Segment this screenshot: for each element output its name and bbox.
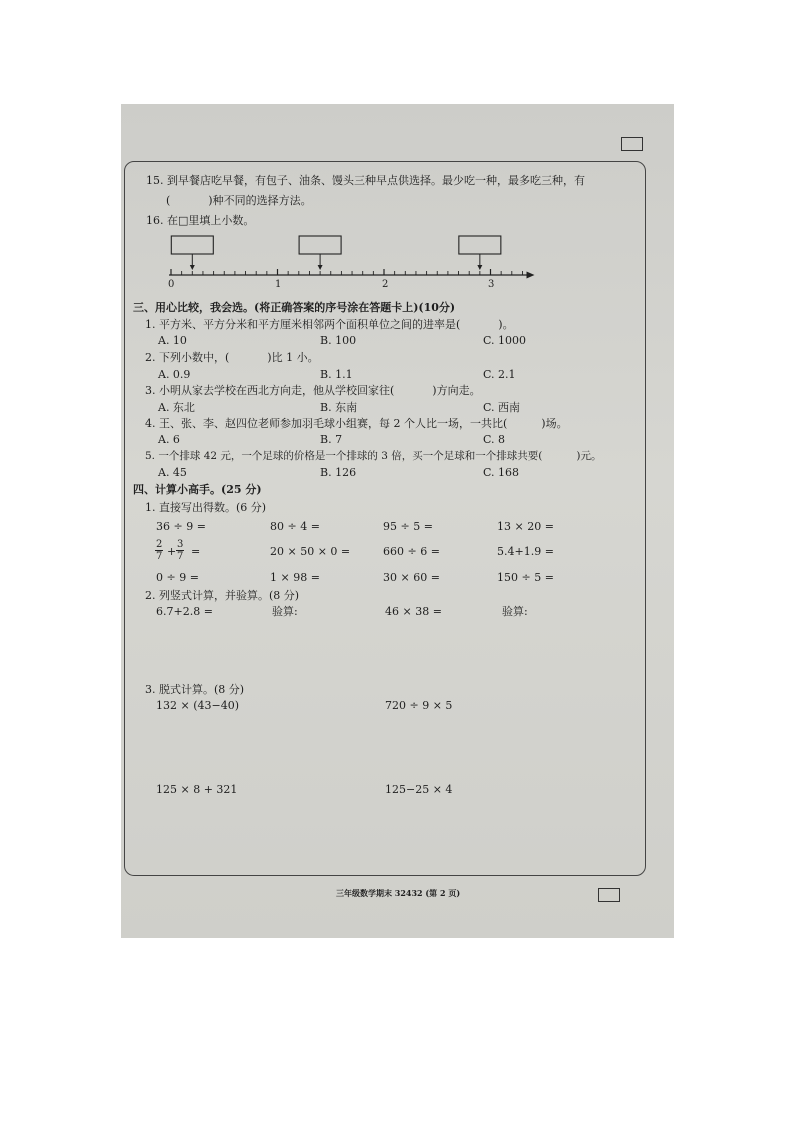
pointer-arrowhead-1 (190, 265, 195, 270)
answer-box-2 (299, 236, 341, 254)
fraction-2-7 (155, 539, 163, 562)
q15-line1: 15. 到早餐店吃早餐，有包子、油条、馒头三种早点供选择。最少吃一种，最多吃三种，有 (146, 174, 585, 187)
fraction-equals: = (191, 545, 201, 558)
s3-q3-stem-a: 3. 小明从家去学校在西北方向走，他从学校回家往( (145, 384, 395, 397)
s3-q5-option-a: A. 45 (158, 466, 187, 479)
q16-prompt: 16. 在□里填上小数。 (146, 214, 255, 227)
tick-label-1: 1 (275, 279, 282, 290)
s3-q3-option-a: A. 东北 (158, 401, 195, 414)
vertical-calc-46-times-38: 46 × 38 = (385, 605, 442, 618)
calc-95-div-5: 95 ÷ 5 = (383, 520, 433, 533)
s3-q2-option-a: A. 0.9 (158, 368, 191, 381)
s3-q1-stem-b: )。 (498, 318, 514, 331)
calc-20-times-50-times-0: 20 × 50 × 0 = (270, 545, 351, 558)
s3-q2-stem-b: )比 1 小。 (267, 351, 319, 364)
section4-heading: 四、计算小高手。(25 分) (133, 483, 262, 496)
s3-q4-option-a: A. 6 (158, 433, 180, 446)
q15-line2-rest: )种不同的选择方法。 (208, 194, 312, 207)
answer-box-3 (459, 236, 501, 254)
s3-q3-option-c: C. 西南 (483, 401, 521, 414)
calc-80-div-4: 80 ÷ 4 = (270, 520, 320, 533)
tick-label-3: 3 (488, 279, 495, 290)
s3-q1-option-c: C. 1000 (483, 334, 527, 347)
calc-0-div-9: 0 ÷ 9 = (156, 571, 199, 584)
number-line-svg (165, 224, 535, 284)
tick-label-2: 2 (382, 279, 389, 290)
s3-q4-option-c: C. 8 (483, 433, 506, 446)
s3-q5-option-b: B. 126 (320, 466, 357, 479)
s3-q1-option-a: A. 10 (158, 334, 187, 347)
s3-q5-stem-a: 5. 一个排球 42 元，一个足球的价格是一个排球的 3 倍，买一个足球和一个排球共要( (145, 450, 543, 462)
calc-1-times-98: 1 × 98 = (270, 571, 320, 584)
q15-paren-open: ( (166, 194, 171, 207)
s3-q2-stem (145, 351, 319, 364)
fraction-3-7 (176, 539, 184, 562)
fraction-2-7-denominator: 7 (156, 551, 163, 562)
section3-heading: 三、用心比较，我会选。(将正确答案的序号涂在答题卡上)(10分) (133, 301, 456, 314)
bottom-right-box (598, 888, 620, 902)
s3-q3-option-b: B. 东南 (320, 401, 358, 414)
stepwise-125-times-8-plus-321: 125 × 8 + 321 (156, 783, 238, 796)
s3-q3-stem (145, 384, 481, 397)
tick-label-0: 0 (168, 279, 175, 290)
s3-q1-stem-a: 1. 平方米、平方分米和平方厘米相邻两个面积单位之间的进率是( (145, 318, 461, 331)
s4-sub1-title: 1. 直接写出得数。(6 分) (145, 501, 267, 514)
number-line (165, 224, 535, 299)
s3-q1-stem (145, 318, 514, 331)
fraction-3-7-numerator: 3 (177, 539, 184, 550)
fraction-2-7-numerator: 2 (156, 539, 163, 550)
calc-660-div-6: 660 ÷ 6 = (383, 545, 440, 558)
q15-line2 (166, 194, 312, 207)
top-right-box (621, 137, 643, 151)
exam-paper (121, 104, 674, 938)
s3-q2-stem-a: 2. 下列小数中，( (145, 351, 230, 364)
fraction-plus: + (167, 545, 177, 558)
calc-150-div-5: 150 ÷ 5 = (497, 571, 554, 584)
stepwise-720-div-9-times-5: 720 ÷ 9 × 5 (385, 699, 453, 712)
calc-30-times-60: 30 × 60 = (383, 571, 440, 584)
stepwise-125-minus-25-times-4: 125−25 × 4 (385, 783, 453, 796)
s3-q5-option-c: C. 168 (483, 466, 520, 479)
s3-q4-stem-a: 4. 王、张、李、赵四位老师参加羽毛球小组赛，每 2 个人比一场，一共比( (145, 417, 508, 430)
vertical-calc-6.7-plus-2.8: 6.7+2.8 = (156, 605, 213, 618)
answer-box-1 (171, 236, 213, 254)
s3-q4-stem (145, 417, 568, 430)
calc-36-div-9: 36 ÷ 9 = (156, 520, 206, 533)
s3-q4-option-b: B. 7 (320, 433, 343, 446)
s3-q4-stem-b: )场。 (541, 417, 568, 430)
fraction-3-7-denominator: 7 (177, 551, 184, 562)
s3-q5-stem-b: )元。 (576, 450, 602, 462)
pointer-arrowhead-2 (318, 265, 323, 270)
stepwise-132-times-43-minus-40: 132 × (43−40) (156, 699, 239, 712)
page-footer: 三年级数学期末 32432 (第 2 页) (336, 888, 461, 898)
s3-q1-option-b: B. 100 (320, 334, 357, 347)
s3-q5-stem (145, 450, 601, 463)
calc-13-times-20: 13 × 20 = (497, 520, 554, 533)
pointer-arrowhead-3 (477, 265, 482, 270)
s3-q3-stem-b: )方向走。 (432, 384, 481, 397)
calc-5.4-plus-1.9: 5.4+1.9 = (497, 545, 554, 558)
number-line-arrowhead (527, 272, 535, 279)
s4-sub2-title: 2. 列竖式计算，并验算。(8 分) (145, 589, 300, 602)
s3-q2-option-c: C. 2.1 (483, 368, 516, 381)
s3-q2-option-b: B. 1.1 (320, 368, 353, 381)
verify-label-1: 验算: (272, 605, 298, 618)
s4-sub3-title: 3. 脱式计算。(8 分) (145, 683, 245, 696)
verify-label-2: 验算: (502, 605, 528, 618)
